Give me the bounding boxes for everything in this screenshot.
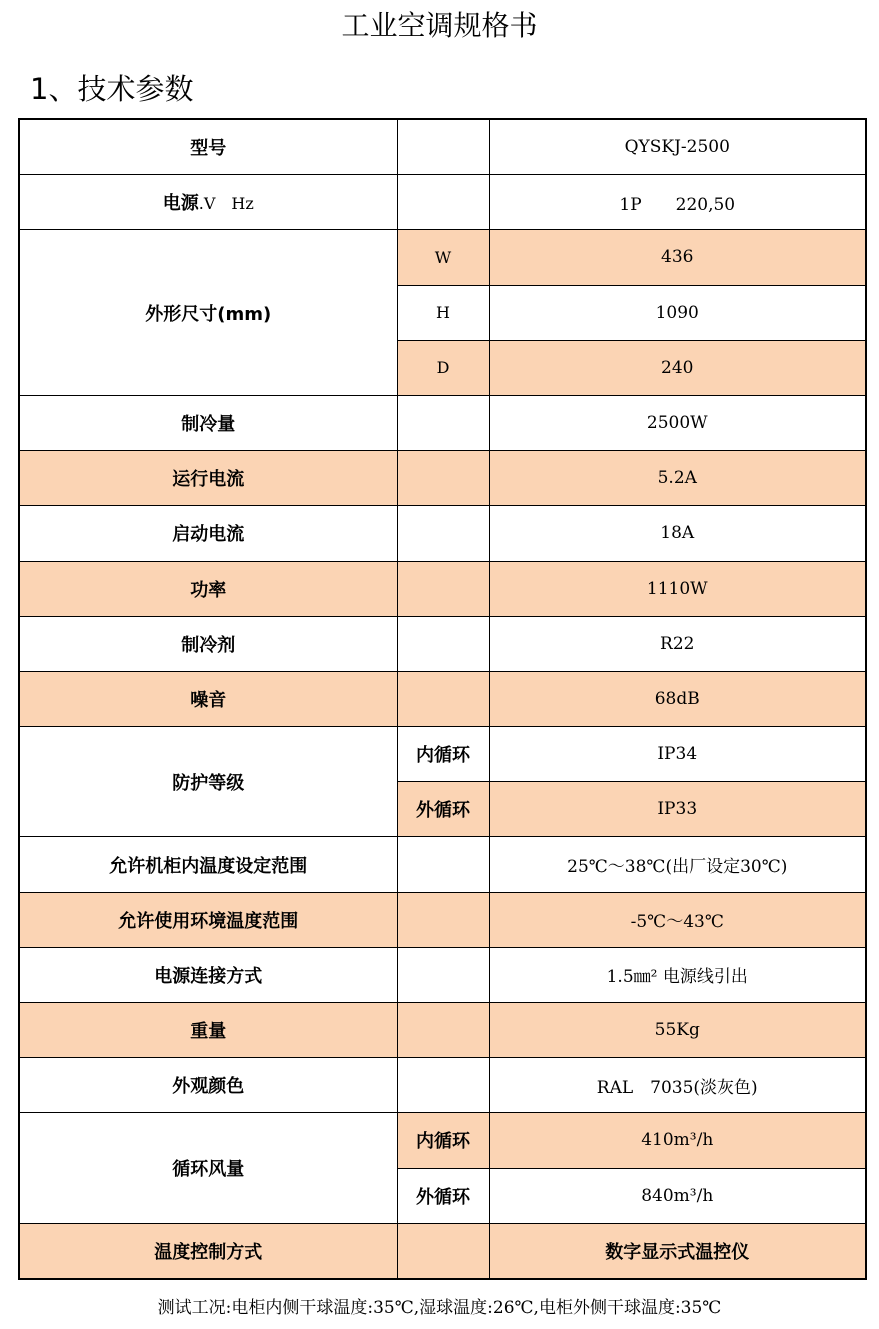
sub-empty — [397, 837, 489, 892]
label-ambient-temp-range: 允许使用环境温度范围 — [19, 892, 397, 947]
sub-empty — [397, 892, 489, 947]
row-power-connection — [19, 947, 866, 1002]
sub-empty — [397, 947, 489, 1002]
label-weight: 重量 — [19, 1003, 397, 1058]
sub-airflow-inner: 内循环 — [397, 1113, 489, 1168]
sub-empty — [397, 506, 489, 561]
label-power-supply-cn: 电源 — [162, 193, 199, 215]
value-cooling-capacity: 2500W — [489, 395, 866, 450]
value-ambient-temp-range: -5℃～43℃ — [489, 892, 866, 947]
value-model: QYSKJ-2500 — [489, 119, 866, 175]
label-power-supply — [19, 175, 397, 230]
row-cooling-capacity — [19, 395, 866, 450]
value-airflow-inner: 410m³/h — [489, 1113, 866, 1168]
row-protection-inner — [19, 727, 866, 782]
label-model: 型号 — [19, 119, 397, 175]
row-refrigerant — [19, 616, 866, 671]
sub-empty — [397, 561, 489, 616]
label-color: 外观颜色 — [19, 1058, 397, 1113]
spec-table — [18, 118, 867, 1280]
value-dimension-d: 240 — [489, 340, 866, 395]
row-starting-current — [19, 506, 866, 561]
label-protection: 防护等级 — [19, 727, 397, 837]
row-ambient-temp-range — [19, 892, 866, 947]
row-airflow-inner — [19, 1113, 866, 1168]
label-running-current: 运行电流 — [19, 451, 397, 506]
sub-empty — [397, 671, 489, 726]
label-cabinet-temp-range: 允许机柜内温度设定范围 — [19, 837, 397, 892]
label-airflow: 循环风量 — [19, 1113, 397, 1223]
row-color — [19, 1058, 866, 1113]
sub-empty — [397, 616, 489, 671]
value-power: 1110W — [489, 561, 866, 616]
row-power — [19, 561, 866, 616]
value-dimension-h: 1090 — [489, 285, 866, 340]
label-power-connection: 电源连接方式 — [19, 947, 397, 1002]
value-running-current: 5.2A — [489, 451, 866, 506]
value-refrigerant: R22 — [489, 616, 866, 671]
value-airflow-outer: 840m³/h — [489, 1168, 866, 1223]
value-power-supply: 1P 220,50 — [489, 175, 866, 230]
label-dimensions-text: 外形尺寸(mm) — [145, 303, 272, 325]
value-starting-current: 18A — [489, 506, 866, 561]
value-power-connection: 1.5㎜² 电源线引出 — [489, 947, 866, 1002]
sub-protection-inner: 内循环 — [397, 727, 489, 782]
row-temp-control — [19, 1223, 866, 1279]
value-dimension-w: 436 — [489, 230, 866, 285]
value-protection-outer: IP33 — [489, 782, 866, 837]
sub-empty — [397, 395, 489, 450]
label-power-supply-unit: .V Hz — [198, 194, 254, 214]
label-refrigerant: 制冷剂 — [19, 616, 397, 671]
value-color: RAL 7035(淡灰色) — [489, 1058, 866, 1113]
sub-dimension-d: D — [397, 340, 489, 395]
row-running-current — [19, 451, 866, 506]
sub-empty — [397, 175, 489, 230]
value-cabinet-temp-range: 25℃～38℃(出厂设定30℃) — [489, 837, 866, 892]
sub-empty — [397, 1223, 489, 1279]
sub-empty — [397, 1058, 489, 1113]
label-power: 功率 — [19, 561, 397, 616]
value-temp-control: 数字显示式温控仪 — [489, 1223, 866, 1279]
label-dimensions — [19, 230, 397, 396]
label-starting-current: 启动电流 — [19, 506, 397, 561]
sub-dimension-h: H — [397, 285, 489, 340]
test-conditions-footnote: 测试工况:电柜内侧干球温度:35℃,湿球温度:26℃,电柜外侧干球温度:35℃ — [157, 1298, 722, 1318]
label-noise: 噪音 — [19, 671, 397, 726]
sub-empty — [397, 451, 489, 506]
sub-empty — [397, 1003, 489, 1058]
section-heading: 1、技术参数 — [30, 72, 194, 106]
value-noise: 68dB — [489, 671, 866, 726]
sub-empty — [397, 119, 489, 175]
document-title: 工业空调规格书 — [341, 9, 538, 42]
sub-airflow-outer: 外循环 — [397, 1168, 489, 1223]
value-protection-inner: IP34 — [489, 727, 866, 782]
value-weight: 55Kg — [489, 1003, 866, 1058]
row-cabinet-temp-range — [19, 837, 866, 892]
row-weight — [19, 1003, 866, 1058]
label-temp-control: 温度控制方式 — [19, 1223, 397, 1279]
sub-dimension-w: W — [397, 230, 489, 285]
row-noise — [19, 671, 866, 726]
row-power-supply — [19, 175, 866, 230]
row-dimension-w — [19, 230, 866, 285]
sub-protection-outer: 外循环 — [397, 782, 489, 837]
label-cooling-capacity: 制冷量 — [19, 395, 397, 450]
row-model — [19, 119, 866, 175]
